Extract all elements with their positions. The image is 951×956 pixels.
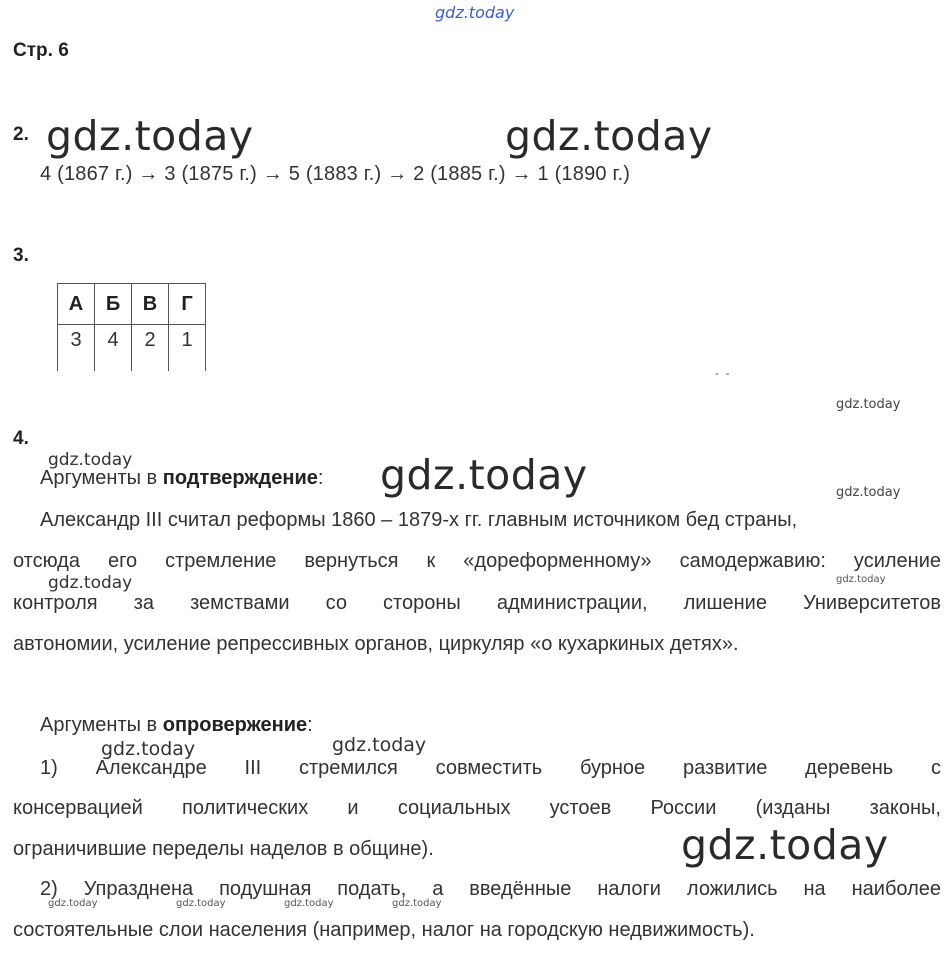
answer-table-value-cell: 1 <box>169 325 206 372</box>
refute-heading <box>40 714 313 737</box>
refute-heading-prefix: Аргументы в <box>40 714 163 736</box>
confirm-heading-bold: подтверждение <box>162 467 318 489</box>
answer-table-header-row <box>58 284 206 325</box>
watermark-large: gdz.today <box>46 112 254 160</box>
answer-table-value-cell: 3 <box>58 325 95 372</box>
answer-table <box>57 283 206 371</box>
task-2-number: 2. <box>13 124 29 145</box>
watermark-medium: gdz.today <box>101 738 196 760</box>
watermark-medium: gdz.today <box>332 734 427 756</box>
watermark-large: gdz.today <box>681 821 889 869</box>
refute-heading-suffix: : <box>307 714 313 736</box>
refute-line: консервацией политических и социальных устоев России (изданы законы, <box>13 797 941 819</box>
watermark-small: gdz.today <box>836 397 901 412</box>
watermark-tiny: gdz.today <box>48 898 98 909</box>
confirm-line: контроля за земствами со стороны администрации, лишение Университетов <box>13 592 941 614</box>
task-2-sequence: 4 (1867 г.) → 3 (1875 г.) → 5 (1883 г.) → 2 (1885 г.) → 1 (1890 г.) <box>40 163 631 185</box>
page-number: Стр. 6 <box>13 40 69 61</box>
confirm-line: автономии, усиление репрессивных органов, циркуляр «о кухаркиных детях». <box>13 633 739 655</box>
answer-table-value-cell: 4 <box>95 325 132 372</box>
task-4-number: 4. <box>13 428 29 449</box>
confirm-line: отсюда его стремление вернуться к «дореформенному» самодержавию: усиление <box>13 550 941 572</box>
refute-line: 1) Александре III стремился совместить бурное развитие деревень с <box>40 757 941 779</box>
task-3-number: 3. <box>13 245 29 266</box>
answer-table-value-cell: 2 <box>132 325 169 372</box>
answer-table-header-cell: Б <box>95 284 132 325</box>
answer-table-value-row <box>58 325 206 372</box>
refute-line: 2) Упразднена подушная подать, а введённые налоги ложились на наиболее <box>40 878 941 900</box>
watermark-large: gdz.today <box>505 112 713 160</box>
answer-table-header-cell: А <box>58 284 95 325</box>
watermark-medium: gdz.today <box>48 573 133 593</box>
confirm-line: Александр III считал реформы 1860 – 1879-х гг. главным источником бед страны, <box>40 509 798 531</box>
watermark-top: gdz.today <box>435 3 515 22</box>
refute-line: состоятельные слои населения (например, налог на городскую недвижимость). <box>13 919 755 941</box>
refute-heading-bold: опровержение <box>162 714 308 736</box>
watermark-large: gdz.today <box>380 451 588 499</box>
watermark-tiny: gdz.today <box>176 898 226 909</box>
watermark-medium: gdz.today <box>48 450 133 470</box>
confirm-heading <box>40 467 323 490</box>
confirm-heading-prefix: Аргументы в <box>40 467 163 489</box>
watermark-tiny: gdz.today <box>392 898 442 909</box>
confirm-heading-suffix: : <box>317 467 324 489</box>
refute-line: ограничившие переделы наделов в общине). <box>13 838 434 860</box>
watermark-small: gdz.today <box>836 485 901 500</box>
decorative-dash: - - <box>715 366 730 380</box>
answer-table-header-cell: В <box>132 284 169 325</box>
watermark-tiny: gdz.today <box>284 898 334 909</box>
watermark-tiny: gdz.today <box>836 574 886 585</box>
answer-table-header-cell: Г <box>169 284 206 325</box>
